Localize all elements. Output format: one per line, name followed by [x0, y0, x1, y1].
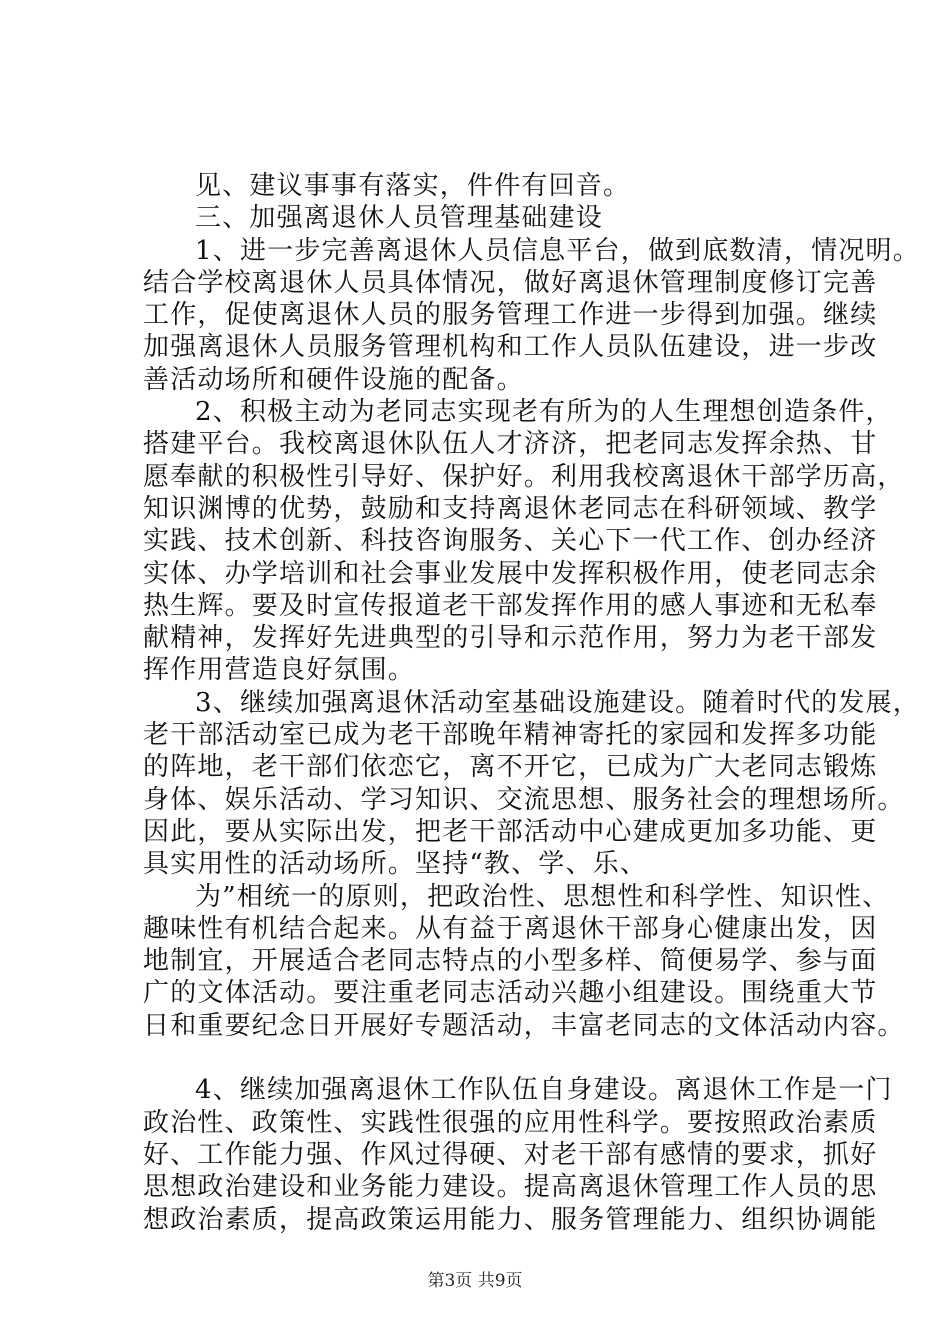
text-line: 加强离退休人员服务管理机构和工作人员队伍建设，进一步改: [143, 332, 878, 363]
text-line: 为”相统一的原则，把政治性、思想性和科学性、知识性、: [195, 881, 890, 912]
text-line: 好、工作能力强、作风过得硬、对老干部有感情的要求，抓好: [143, 1139, 878, 1170]
text-line: 日和重要纪念日开展好专题活动，丰富老同志的文体活动内容。: [143, 1010, 905, 1041]
text-line: 实体、办学培训和社会事业发展中发挥积极作用，使老同志余: [143, 558, 878, 589]
text-line: 地制宜，开展适合老同志特点的小型多样、简便易学、参与面: [143, 946, 878, 977]
text-line: 政治性、政策性、实践性很强的应用性科学。要按照政治素质: [143, 1107, 878, 1138]
text-line: 善活动场所和硬件设施的配备。: [143, 364, 524, 395]
text-line: 献精神，发挥好先进典型的引导和示范作用，努力为老干部发: [143, 623, 878, 654]
text-line: 实践、技术创新、科技咨询服务、关心下一代工作、创办经济: [143, 526, 878, 557]
text-line: 工作，促使离退休人员的服务管理工作进一步得到加强。继续: [143, 300, 878, 331]
text-line: 因此，要从实际出发，把老干部活动中心建成更加多功能、更: [143, 816, 878, 847]
section-heading: 三、加强离退休人员管理基础建设: [195, 203, 604, 234]
text-line: 挥作用营造良好氛围。: [143, 655, 416, 686]
paragraph-spacer: [143, 1042, 843, 1074]
text-line: 4、继续加强离退休工作队伍自身建设。离退休工作是一门: [195, 1075, 893, 1106]
text-line: 见、建议事事有落实，件件有回音。: [195, 171, 631, 201]
text-line: 思想政治建设和业务能力建设。提高离退休管理工作人员的思: [143, 1172, 878, 1203]
text-line: 1、进一步完善离退休人员信息平台，做到底数清，情况明。: [195, 235, 920, 266]
text-line: 趣味性有机结合起来。从有益于离退休干部身心健康出发，因: [143, 913, 878, 944]
text-line: 2、积极主动为老同志实现老有所为的人生理想创造条件，: [195, 397, 893, 428]
text-line: 广的文体活动。要注重老同志活动兴趣小组建设。围绕重大节: [143, 978, 878, 1009]
text-line: 结合学校离退休人员具体情况，做好离退休管理制度修订完善: [143, 267, 878, 298]
text-line: 的阵地，老干部们依恋它，离不开它，已成为广大老同志锻炼: [143, 752, 878, 783]
page-number-footer: 第3页 共9页: [427, 1271, 523, 1291]
text-line: 想政治素质，提高政策运用能力、服务管理能力、组织协调能: [143, 1204, 878, 1235]
text-line: 知识渊博的优势，鼓励和支持离退休老同志在科研领域、教学: [143, 493, 878, 524]
text-line: 具实用性的活动场所。坚持“教、学、乐、: [143, 849, 648, 880]
text-line: 热生辉。要及时宣传报道老干部发挥作用的感人事迹和无私奉: [143, 590, 878, 621]
text-line: 身体、娱乐活动、学习知识、交流思想、服务社会的理想场所。: [143, 784, 905, 815]
text-line: 搭建平台。我校离退休队伍人才济济，把老同志发挥余热、甘: [143, 429, 878, 460]
text-line: 愿奉献的积极性引导好、保护好。利用我校离退休干部学历高，: [143, 461, 905, 492]
text-line: 老干部活动室已成为老干部晚年精神寄托的家园和发挥多功能: [143, 720, 878, 751]
text-line: 3、继续加强离退休活动室基础设施建设。随着时代的发展，: [195, 687, 920, 718]
body-text: [143, 170, 920, 1236]
